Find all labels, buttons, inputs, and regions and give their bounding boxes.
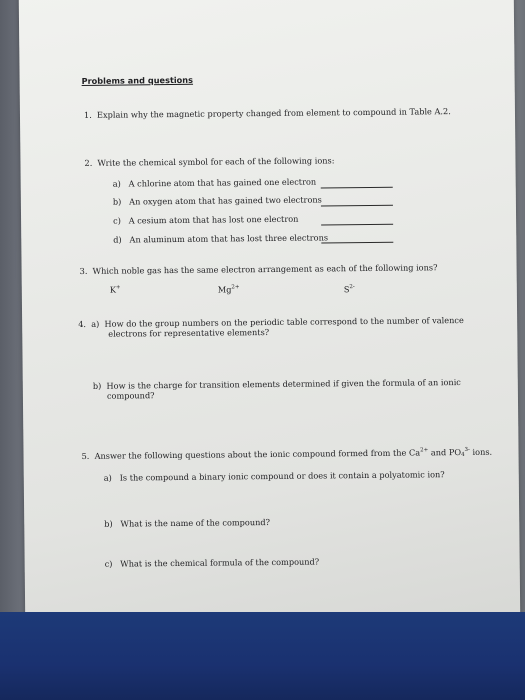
q2-answer-line-d[interactable] [321,242,393,244]
q1-number: 1. [83,109,92,120]
q2-answer-line-a[interactable] [321,187,393,189]
q3-ion-mg: $Mg^{2+}$ [217,284,240,295]
q5-item-b: b) What is the name of the compound? [104,517,271,529]
q2-item-b: b) An oxygen atom that has gained two electrons [112,194,322,207]
q2-number: 2. [84,157,93,168]
page-heading: Problems and questions [81,74,194,86]
question-2 [84,155,334,168]
q5-item-a: a) Is the compound a binary ionic compound or does it contain a polyatomic ion? [103,469,445,483]
question-1 [84,106,451,120]
q2-answer-line-c[interactable] [321,224,393,226]
q2-answer-line-b[interactable] [321,205,393,207]
worksheet-paper [19,0,521,628]
q5-number: 5. [81,450,90,461]
q2-text: Write the chemical symbol for each of the following ions: [97,155,335,168]
q2-item-c: c) A cesium atom that has lost one electron [113,213,299,226]
q3-text: Which noble gas has the same electron arrangement as each of the following ions? [92,262,438,276]
question-4b: b) How is the charge for transition elements determined if given the formula of an ionic [92,377,461,391]
q5-item-c: c) What is the chemical formula of the compound? [104,556,320,569]
question-4a-line2: electrons for representative elements? [108,327,270,339]
q3-ion-s: $S^{2-}$ [343,284,355,295]
q1-text: Explain why the magnetic property changed from element to compound in Table A.2. [96,106,451,120]
question-5: 5. Answer the following questions about the ionic compound formed from the $Ca^{2+}$ and $PO_4^{3-}$ ions. [81,446,493,461]
q2-item-d: d) An aluminum atom that has lost three electrons [113,232,329,245]
q3-ion-k: K+ [109,284,121,295]
q2-item-a: a) A chlorine atom that has gained one electron [112,176,317,189]
q4-number: 4. [78,318,87,330]
question-4b-line2: compound? [106,390,155,401]
q3-number: 3. [79,265,88,276]
desk-surface-bottom [0,612,525,700]
question-4a: 4. a) How do the group numbers on the periodic table correspond to the number of valence [78,314,464,330]
question-3 [80,262,438,276]
